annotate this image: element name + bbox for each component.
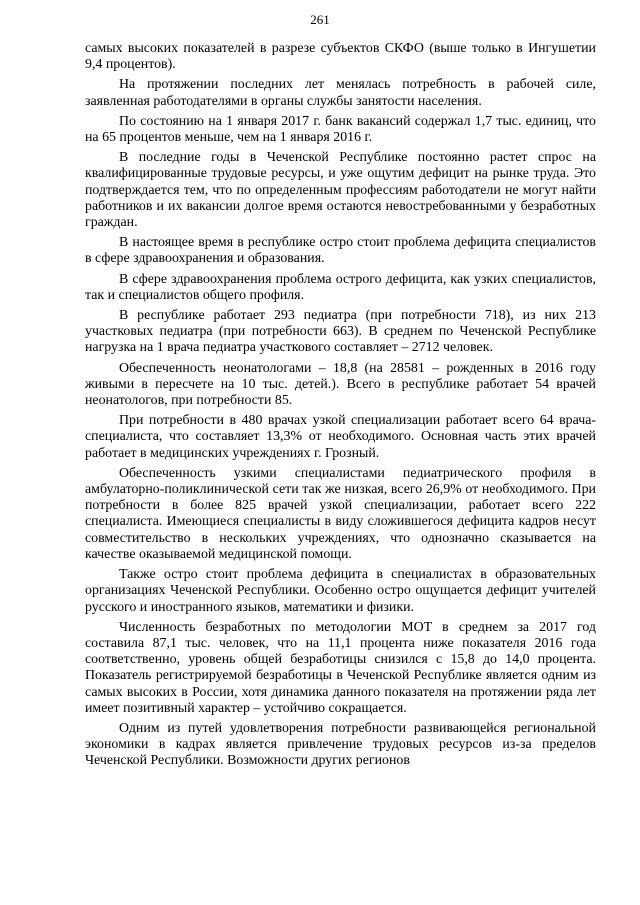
paragraph: В настоящее время в республике остро стоит проблема дефицита специалистов в сфере здравоохранения и образования. (85, 235, 596, 267)
paragraph: В последние годы в Чеченской Республике постоянно растет спрос на квалифицированные трудовые ресурсы, и уже ощутим дефицит на рынке труда. Это подтверждается тем, что по определенным профессиям работодатели не могут найти работников и их вакансии долгое время остаются невостребованными у безработных граждан. (85, 150, 596, 231)
paragraph: Обеспеченность неонатологами – 18,8 (на 28581 – рожденных в 2016 году живыми в пересчете на 10 тыс. детей.). Всего в республике работает 54 врачей неонатологов, при потребности 85. (85, 360, 596, 409)
paragraph: При потребности в 480 врачах узкой специализации работает всего 64 врача-специалиста, что составляет 13,3% от необходимого. Основная часть этих врачей работает в медицинских учреждениях г. Грозный. (85, 413, 596, 461)
paragraph: Численность безработных по методологии МОТ в среднем за 2017 год составила 87,1 тыс. человек, что на 11,1 процента ниже показателя 2016 года соответственно, уровень общей безработицы снизился с 15,8 до 14,0 процента. Показатель регистрируемой безработицы в Чеченской Республике является одним из самых высоких в России, хотя динамика данного показателя на протяжении ряда лет имеет позитивный характер – устойчиво сокращается. (85, 619, 596, 716)
paragraph: По состоянию на 1 января 2017 г. банк вакансий содержал 1,7 тыс. единиц, что на 65 процентов меньше, чем на 1 января 2016 г. (85, 113, 596, 146)
paragraph: В сфере здравоохранения проблема острого дефицита, как узких специалистов, так и специалистов общего профиля. (85, 271, 596, 303)
paragraph: На протяжении последних лет менялась потребность в рабочей силе, заявленная работодателями в органы службы занятости населения. (85, 77, 596, 109)
paragraph: В республике работает 293 педиатра (при потребности 718), из них 213 участковых педиатра (при потребности 663). В среднем по Чеченской Республике нагрузка на 1 врача педиатра участкового составляет – 2712 человек. (85, 308, 596, 356)
page-number: 261 (310, 12, 330, 27)
paragraph: Одним из путей удовлетворения потребности развивающейся региональной экономики в кадрах является привлечение трудовых ресурсов из-за пределов Чеченской Республики. Возможности других регионов (85, 720, 596, 769)
body-text (85, 41, 596, 774)
paragraph: Обеспеченность узкими специалистами педиатрического профиля в амбулаторно-поликлинической сети так же низкая, всего 26,9% от необходимого. При потребности в более 825 врачей узкой специализации, работает всего 222 специалиста. Имеющиеся специалисты в виду сложившегося дефицита кадров несут совместительство в нескольких учреждениях, что однозначно сказывается на качестве оказываемой медицинской помощи. (85, 465, 596, 562)
paragraph: Также остро стоит проблема дефицита в специалистах в образовательных организациях Чеченской Республики. Особенно остро ощущается дефицит учителей русского и иностранного языков, математики и физики. (85, 567, 596, 615)
paragraph: самых высоких показателей в разрезе субъектов СКФО (выше только в Ингушетии 9,4 процентов). (85, 41, 596, 73)
